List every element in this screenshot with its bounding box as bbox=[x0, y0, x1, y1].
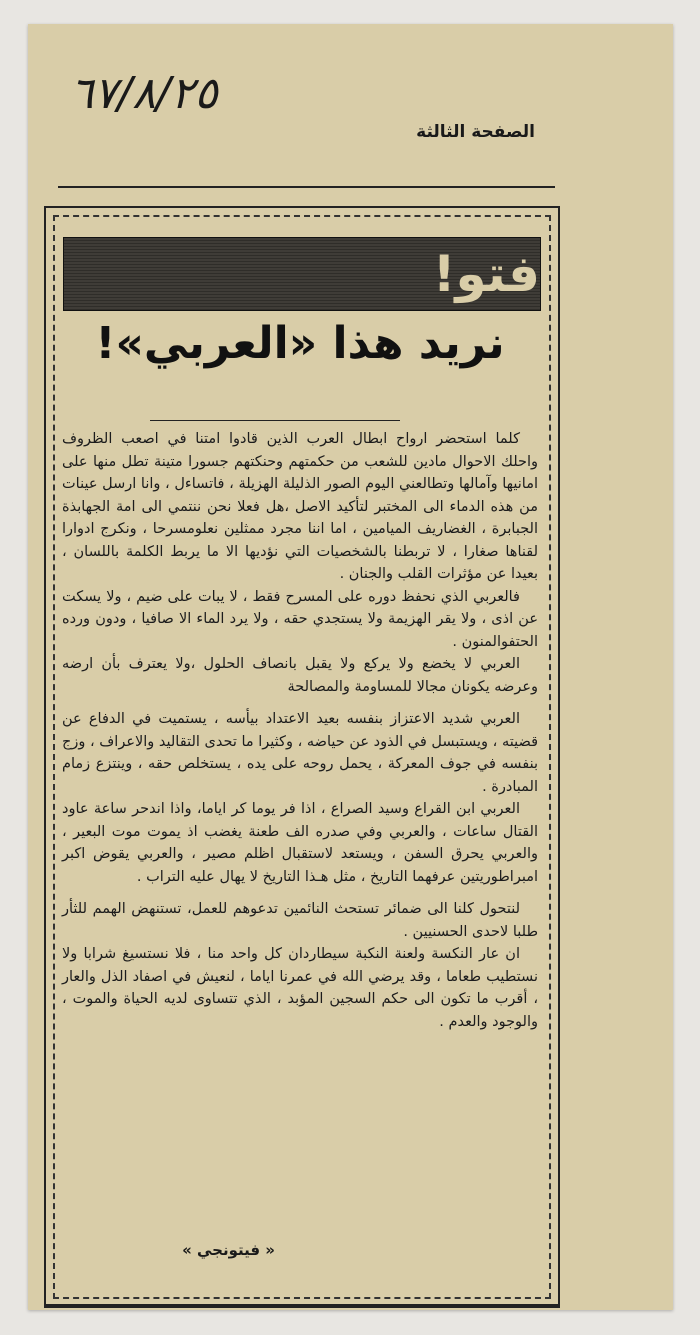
paragraph-7: ان عار النكسة ولعنة النكبة سيطاردان كل واحد منا ، فلا نستسيغ شرابا ولا نستطيب طعاما ، وقد يرضي الله في عمرنا اياما ، لنعيش في اصفاد الذل والعار ، أقرب ما تكون الى حكم السجين المؤبد ، الذي تتساوى لديه الحياة والموت ، والوجود والعدم . bbox=[62, 946, 538, 1030]
paragraph-5: العربي ابن القراع وسيد الصراع ، اذا فر يوما كر اياما، واذا اندحر ساعة عاود القتال ساعات ، والعربي وفي صدره الف طعنة يغضب اذ يموت موت البعير ، والعربي يحرق السفن ، ويستعد لاستقبال اظلم مصير ، والعربي يقوض اكبر امبراطوريتين عرفهما التاريخ ، مثل هـذا التاريخ لا يهال عليه التراب . bbox=[62, 801, 538, 885]
banner-text: فتو! bbox=[432, 245, 540, 303]
page-label: الصفحة الثالثة bbox=[416, 122, 535, 142]
paragraph-6: لنتحول كلنا الى ضمائر تستحث النائمين تدعوهم للعمل، تستنهض الهمم للثأر طلبا لاحدى الحسنيين . bbox=[62, 901, 538, 940]
author-signature: « فيتونجي » bbox=[182, 1241, 275, 1259]
paragraph-gap bbox=[62, 698, 538, 708]
bottom-rule bbox=[44, 1304, 560, 1306]
paragraph-3: العربي لا يخضع ولا يركع ولا يقبل بانصاف الحلول ،ولا يعترف بأن ارضه وعرضه يكونان مجالا للمساومة والمصالحة bbox=[62, 656, 538, 695]
header-rule bbox=[58, 186, 555, 188]
title-rule bbox=[150, 420, 400, 421]
paragraph-2: فالعربي الذي نحفظ دوره على المسرح فقط ، لا يبات على ضيم ، ولا يسكت عن اذى ، ولا يقر الهزيمة ولا يستجدي حقه ، ولا يرد الماء الا صافيا ، ودون ورده الحتفوالمنون . bbox=[62, 588, 538, 650]
paragraph-1: كلما استحضر ارواح ابطال العرب الذين قادوا امتنا في اصعب الظروف واحلك الاحوال مادين للشعب من حكمتهم وحنكتهم جسورا متينة تطل منها على امانيها وآمالها وتطالعني اليوم الصور الذليلة الهزيلة ، فاتساءل ، وانا ارسل عينات من هذه الدماء الى المختبر لتأكيد الاصل ،هل فعلا نحن ننتمي الى امة الجهابذة الجبابرة ، الغضاريف الميامين ، اما اننا مجرد ممثلين نعلومسرحا ، ونكرج ادوارا لقناها صغارا ، لا تربطنا بالشخصيات التي نؤديها الا ما يربط الكلمة باللسان ، بعيدا عن مؤثرات القلب والجنان . bbox=[62, 431, 538, 582]
paragraph-4: العربي شديد الاعتزاز بنفسه بعيد الاعتداد بيأسه ، يستميت في الدفاع عن قضيته ، ويستبسل في الذود عن حياضه ، وكثيرا ما تحدى التقاليد والاعراف ، وزج بنفسه في جوف المعركة ، يحمل روحه على يده ، يستخلص حقه ، وينتزع زمام المبادرة . bbox=[62, 711, 538, 795]
paragraph-gap bbox=[62, 888, 538, 898]
article-title: نريد هذا «العربي»! bbox=[95, 318, 505, 369]
handwritten-date: ٦٧/٨/٢٥ bbox=[70, 68, 218, 119]
article-body bbox=[62, 428, 538, 1033]
column-banner bbox=[63, 237, 541, 311]
